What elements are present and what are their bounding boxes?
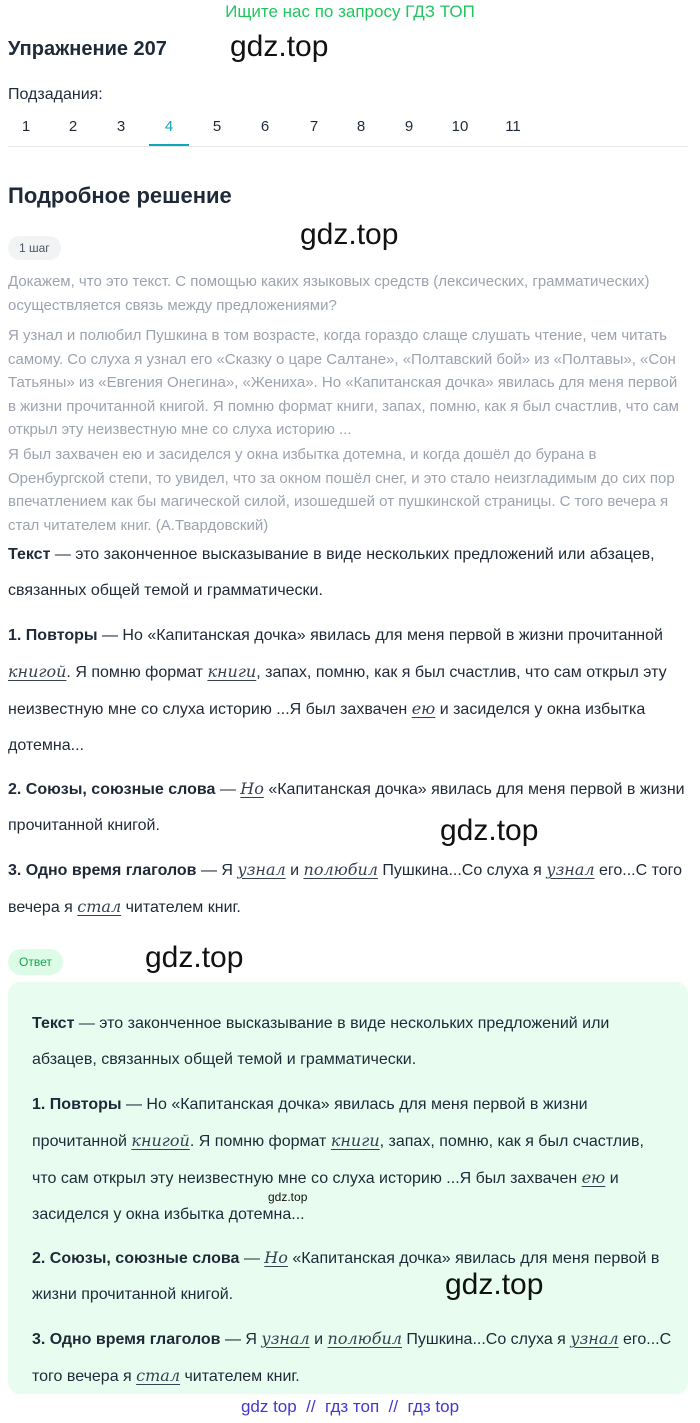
answer-badge: Ответ bbox=[8, 949, 63, 975]
active-tab-indicator bbox=[149, 144, 189, 146]
answer-definition: Текст — это законченное высказывание в виде нескольких предложений или абзацев, связанных общей темой и грамматически. bbox=[32, 1015, 610, 1068]
quote-paragraph-1: Я узнал и полюбил Пушкина в том возрасте, когда гораздо слаще слушать чтение, чем читать самому. Со слуха я узнал его «Сказку о царе Салтане», «Полтавский бой» из «Полтавы», «Сон Татьяны» из «Евгения Онегина», «Жениха». Но «Капитанская дочка» явилась для меня первой в жизни прочитанной книгой. Я помню формат книги, запах, помню, как я был счастлив, что сам открыл эту неизвестную мне со слуха историю ... bbox=[8, 327, 679, 438]
underlined-word: узнал bbox=[261, 1329, 310, 1348]
tab-7[interactable]: 7 bbox=[309, 118, 319, 135]
underlined-word: узнал bbox=[546, 860, 595, 879]
answer-point-conjunctions: 2. Союзы, союзные слова — Но «Капитанская дочка» явилась для меня первой в жизни прочитанной книгой. bbox=[32, 1248, 660, 1303]
underlined-word: книгой bbox=[131, 1131, 190, 1150]
underlined-word: Но bbox=[240, 779, 264, 798]
definition-term: Текст bbox=[8, 546, 51, 563]
answer-point-verb-tense: 3. Одно время глаголов — Я узнал и полюбил Пушкина...Со слуха я узнал его...С того вечера я стал читателем книг. bbox=[32, 1329, 672, 1385]
point-verb-tense: 3. Одно время глаголов — Я узнал и полюбил Пушкина...Со слуха я узнал его...С того вечера я стал читателем книг. bbox=[8, 860, 683, 916]
underlined-word: книги bbox=[330, 1131, 380, 1150]
answer-point-repeats: 1. Повторы — Но «Капитанская дочка» явилась для меня первой в жизни прочитанной книгой. Я помню формат книги, запах, помню, как я был счастлив, что сам открыл эту неизвестную мне со слуха историю ...Я был захвачен ею и засиделся у окна избытка дотемна... bbox=[32, 1096, 644, 1223]
tab-3[interactable]: 3 bbox=[116, 118, 126, 135]
tab-2[interactable]: 2 bbox=[68, 118, 78, 135]
point-repeats: 1. Повторы — Но «Капитанская дочка» явилась для меня первой в жизни прочитанной книгой. Я помню формат книги, запах, помню, как я был счастлив, что сам открыл эту неизвестную мне со слуха историю ...Я был захвачен ею и засиделся у окна избытка дотемна... bbox=[8, 627, 667, 754]
point-conjunctions: 2. Союзы, союзные слова — Но «Капитанская дочка» явилась для меня первой в жизни прочитанной книгой. bbox=[8, 779, 685, 834]
tab-8[interactable]: 8 bbox=[356, 118, 366, 135]
page-title: Упражнение 207 bbox=[8, 38, 167, 60]
quote-paragraph-2: Я был захвачен ею и засиделся у окна избытка дотемна, и когда дошёл до бурана в Оренбургской степи, то увидел, что за окном пошёл снег, и это стало неизгладимым до сих пор впечатлением как бы магической силой, изошедшей от пушкинской страницы. С того вечера я стал читателем книг. (А.Твардовский) bbox=[8, 446, 675, 534]
point-heading: 1. Повторы bbox=[32, 1096, 122, 1113]
underlined-word: книгой bbox=[8, 662, 67, 681]
subtasks-label: Подзадания: bbox=[8, 86, 103, 103]
point-heading: 3. Одно время глаголов bbox=[32, 1331, 221, 1348]
footer-links[interactable]: gdz top // гдз топ // гдз top bbox=[240, 1397, 460, 1416]
watermark: gdz.top bbox=[145, 941, 244, 974]
watermark: gdz.top bbox=[440, 814, 539, 847]
underlined-word: Но bbox=[264, 1248, 288, 1267]
tab-10[interactable]: 10 bbox=[451, 118, 469, 135]
underlined-word: ею bbox=[411, 699, 436, 718]
point-heading: 2. Союзы, союзные слова bbox=[8, 781, 216, 798]
subtask-tabs bbox=[8, 110, 688, 147]
underlined-word: книги bbox=[207, 662, 257, 681]
underlined-word: стал bbox=[136, 1366, 181, 1385]
point-heading: 1. Повторы bbox=[8, 627, 98, 644]
watermark: gdz.top bbox=[230, 30, 329, 63]
point-heading: 2. Союзы, союзные слова bbox=[32, 1250, 240, 1267]
definition-paragraph: Текст — это законченное высказывание в виде нескольких предложений или абзацев, связанных общей темой и грамматически. bbox=[8, 546, 655, 599]
definition-term: Текст bbox=[32, 1015, 75, 1032]
tab-11[interactable]: 11 bbox=[505, 118, 521, 135]
watermark-small: gdz.top bbox=[268, 1190, 308, 1204]
tab-4-active[interactable]: 4 bbox=[164, 118, 174, 135]
underlined-word: узнал bbox=[237, 860, 286, 879]
tab-1[interactable]: 1 bbox=[21, 118, 31, 135]
underlined-word: полюбил bbox=[327, 1329, 402, 1348]
underlined-word: полюбил bbox=[303, 860, 378, 879]
underlined-word: ею bbox=[581, 1168, 606, 1187]
watermark: gdz.top bbox=[300, 218, 399, 251]
underlined-word: узнал bbox=[570, 1329, 619, 1348]
tab-9[interactable]: 9 bbox=[404, 118, 414, 135]
task-question: Докажем, что это текст. С помощью каких языковых средств (лексических, грамматических) осуществляется связь между предложениями? bbox=[8, 273, 650, 314]
step-badge: 1 шаг bbox=[8, 236, 61, 260]
point-heading: 3. Одно время глаголов bbox=[8, 862, 197, 879]
watermark: gdz.top bbox=[445, 1268, 544, 1301]
tab-6[interactable]: 6 bbox=[260, 118, 270, 135]
underlined-word: стал bbox=[77, 897, 122, 916]
promo-banner[interactable]: Ищите нас по запросу ГДЗ ТОП bbox=[225, 2, 475, 21]
tab-5[interactable]: 5 bbox=[212, 118, 222, 135]
solution-heading: Подробное решение bbox=[8, 183, 232, 208]
